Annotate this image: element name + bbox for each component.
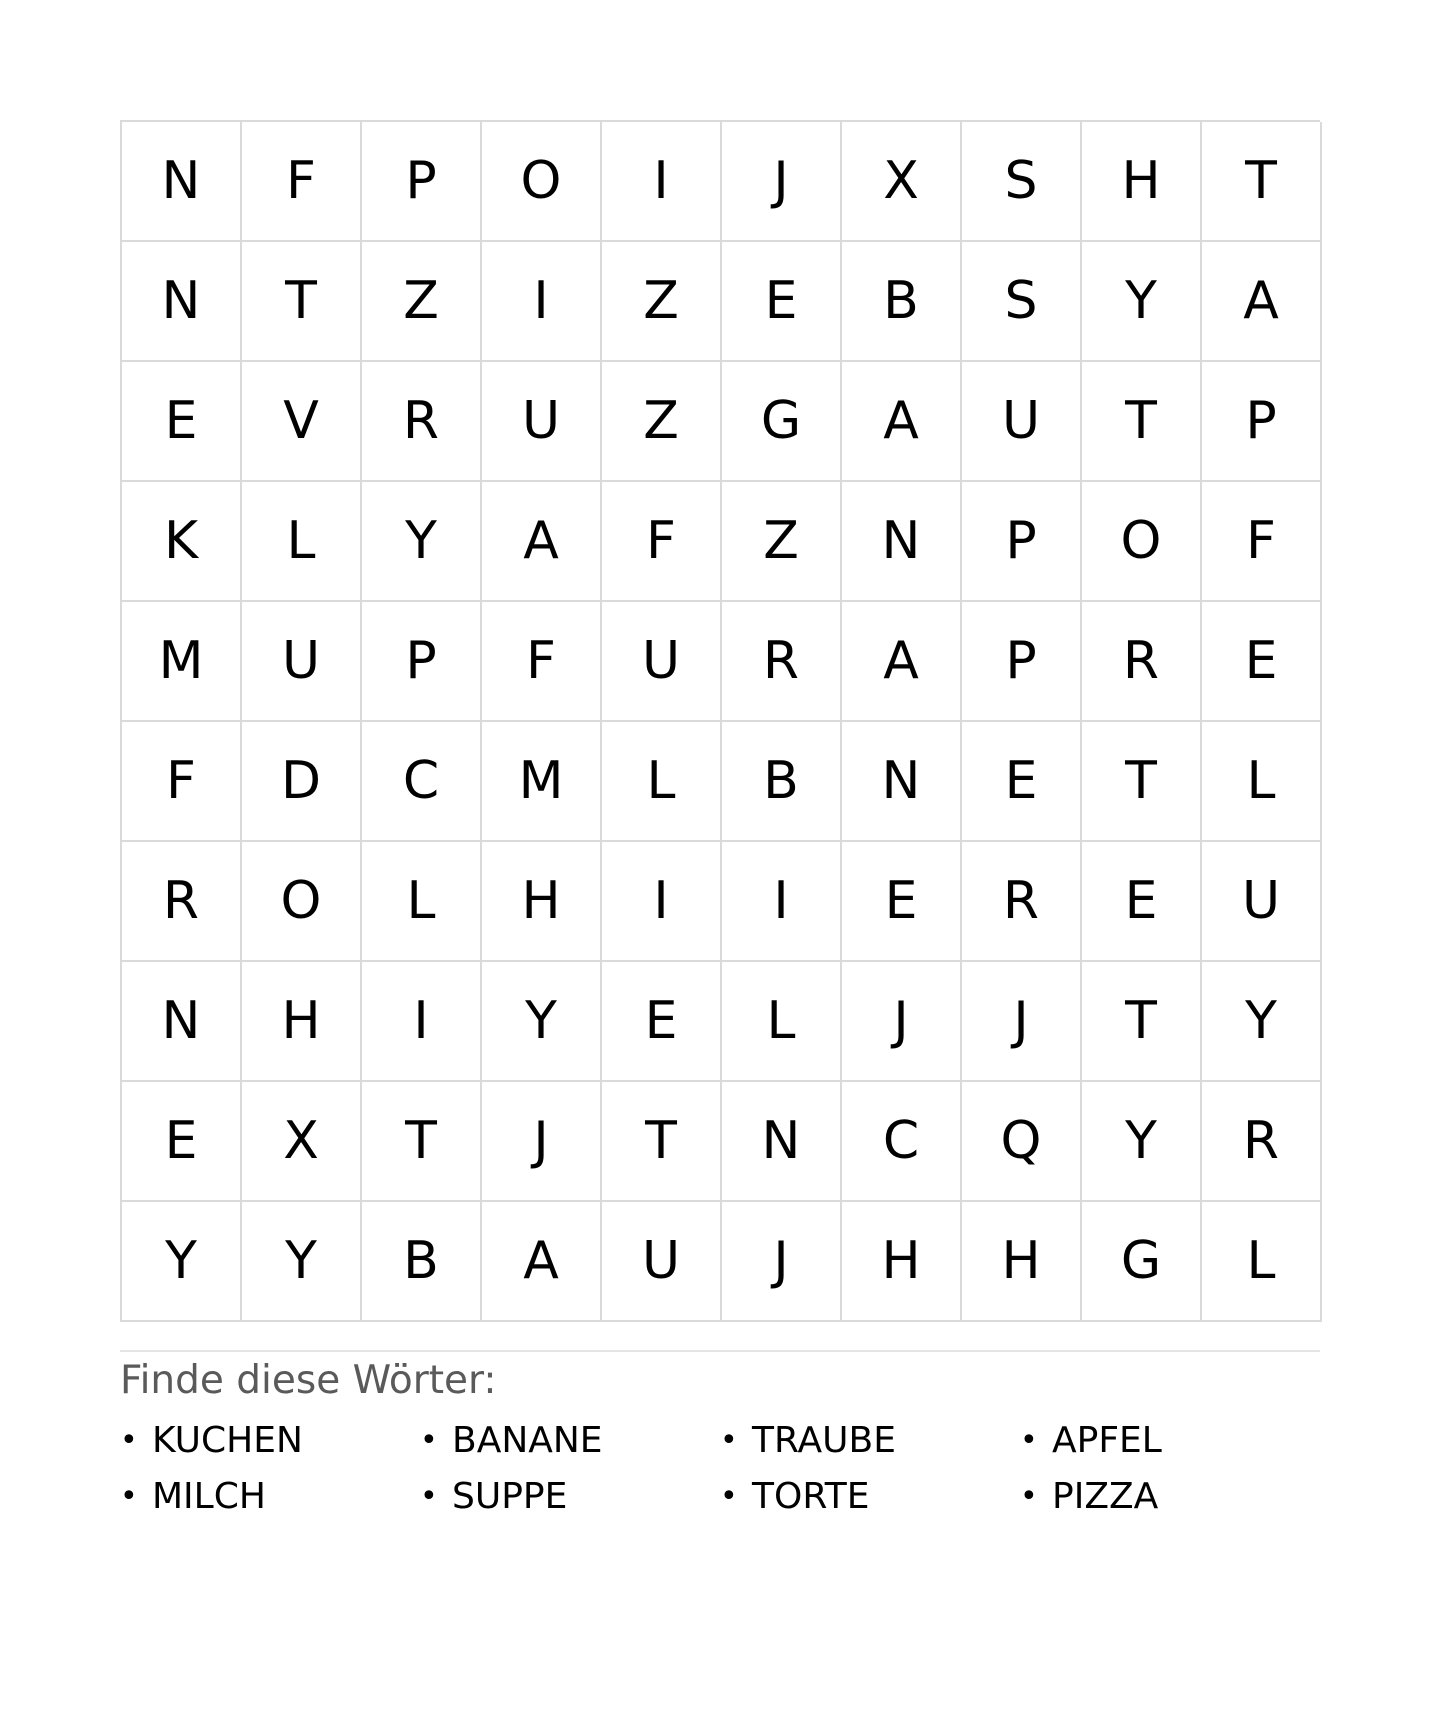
grid-cell[interactable]: H bbox=[962, 1202, 1082, 1322]
grid-cell[interactable]: Y bbox=[1082, 1082, 1202, 1202]
bullet-icon: • bbox=[120, 1422, 138, 1458]
grid-cell[interactable]: P bbox=[362, 602, 482, 722]
word-list-item bbox=[720, 1475, 1020, 1519]
grid-cell[interactable]: H bbox=[842, 1202, 962, 1322]
grid-cell[interactable]: J bbox=[842, 962, 962, 1082]
divider bbox=[120, 1350, 1320, 1352]
letter-grid bbox=[120, 120, 1320, 1322]
grid-cell[interactable]: T bbox=[242, 242, 362, 362]
grid-cell[interactable]: R bbox=[962, 842, 1082, 962]
grid-cell[interactable]: E bbox=[1082, 842, 1202, 962]
grid-cell[interactable]: Y bbox=[242, 1202, 362, 1322]
word-list-item bbox=[120, 1475, 420, 1519]
word-label: TRAUBE bbox=[752, 1419, 896, 1461]
grid-cell[interactable]: K bbox=[122, 482, 242, 602]
grid-cell[interactable]: M bbox=[122, 602, 242, 722]
grid-cell[interactable]: Q bbox=[962, 1082, 1082, 1202]
word-list-item bbox=[1020, 1475, 1320, 1519]
grid-cell[interactable]: R bbox=[722, 602, 842, 722]
grid-cell[interactable]: O bbox=[242, 842, 362, 962]
grid-cell[interactable]: Y bbox=[122, 1202, 242, 1322]
grid-cell[interactable]: V bbox=[242, 362, 362, 482]
grid-cell[interactable]: B bbox=[842, 242, 962, 362]
word-list-item bbox=[1020, 1419, 1320, 1463]
grid-cell[interactable]: S bbox=[962, 122, 1082, 242]
grid-cell[interactable]: L bbox=[242, 482, 362, 602]
grid-cell[interactable]: F bbox=[122, 722, 242, 842]
grid-cell[interactable]: H bbox=[242, 962, 362, 1082]
grid-cell[interactable]: L bbox=[722, 962, 842, 1082]
grid-cell[interactable]: P bbox=[1202, 362, 1322, 482]
grid-cell[interactable]: H bbox=[482, 842, 602, 962]
grid-cell[interactable]: L bbox=[362, 842, 482, 962]
grid-cell[interactable]: Z bbox=[722, 482, 842, 602]
grid-cell[interactable]: Z bbox=[362, 242, 482, 362]
grid-cell[interactable]: I bbox=[362, 962, 482, 1082]
bullet-icon: • bbox=[420, 1478, 438, 1514]
grid-cell[interactable]: Y bbox=[1202, 962, 1322, 1082]
grid-cell[interactable]: J bbox=[722, 1202, 842, 1322]
grid-cell[interactable]: A bbox=[842, 362, 962, 482]
grid-cell[interactable]: P bbox=[962, 602, 1082, 722]
grid-cell[interactable]: B bbox=[722, 722, 842, 842]
grid-cell[interactable]: R bbox=[1082, 602, 1202, 722]
grid-cell[interactable]: J bbox=[482, 1082, 602, 1202]
grid-cell[interactable]: X bbox=[242, 1082, 362, 1202]
bullet-icon: • bbox=[720, 1422, 738, 1458]
grid-cell[interactable]: Y bbox=[482, 962, 602, 1082]
grid-cell[interactable]: S bbox=[962, 242, 1082, 362]
grid-cell[interactable]: J bbox=[962, 962, 1082, 1082]
grid-cell[interactable]: Z bbox=[602, 242, 722, 362]
word-search-puzzle bbox=[120, 120, 1320, 1519]
grid-cell[interactable]: J bbox=[722, 122, 842, 242]
instructions-label: Finde diese Wörter: bbox=[120, 1358, 497, 1403]
grid-cell[interactable]: T bbox=[602, 1082, 722, 1202]
grid-cell[interactable]: I bbox=[602, 842, 722, 962]
bullet-icon: • bbox=[1020, 1478, 1038, 1514]
grid-cell[interactable]: N bbox=[122, 242, 242, 362]
grid-cell[interactable]: A bbox=[842, 602, 962, 722]
grid-cell[interactable]: P bbox=[362, 122, 482, 242]
grid-cell[interactable]: X bbox=[842, 122, 962, 242]
grid-cell[interactable]: O bbox=[1082, 482, 1202, 602]
grid-cell[interactable]: M bbox=[482, 722, 602, 842]
grid-cell[interactable]: G bbox=[1082, 1202, 1202, 1322]
grid-cell[interactable]: N bbox=[122, 122, 242, 242]
grid-cell[interactable]: N bbox=[722, 1082, 842, 1202]
grid-cell[interactable]: E bbox=[122, 362, 242, 482]
word-list-item bbox=[420, 1419, 720, 1463]
grid-cell[interactable]: E bbox=[722, 242, 842, 362]
grid-cell[interactable]: I bbox=[482, 242, 602, 362]
word-list bbox=[120, 1419, 1320, 1519]
grid-cell[interactable]: U bbox=[242, 602, 362, 722]
grid-cell[interactable]: E bbox=[1202, 602, 1322, 722]
grid-cell[interactable]: U bbox=[482, 362, 602, 482]
grid-cell[interactable]: L bbox=[1202, 1202, 1322, 1322]
word-label: KUCHEN bbox=[152, 1419, 303, 1461]
grid-cell[interactable]: T bbox=[1082, 362, 1202, 482]
grid-cell[interactable]: C bbox=[362, 722, 482, 842]
word-list-item bbox=[120, 1419, 420, 1463]
grid-cell[interactable]: C bbox=[842, 1082, 962, 1202]
grid-cell[interactable]: U bbox=[602, 1202, 722, 1322]
grid-cell[interactable]: E bbox=[122, 1082, 242, 1202]
grid-cell[interactable]: A bbox=[1202, 242, 1322, 362]
grid-cell[interactable]: U bbox=[1202, 842, 1322, 962]
grid-cell[interactable]: N bbox=[842, 722, 962, 842]
grid-cell[interactable]: B bbox=[362, 1202, 482, 1322]
bullet-icon: • bbox=[720, 1478, 738, 1514]
word-label: SUPPE bbox=[452, 1475, 568, 1517]
word-label: MILCH bbox=[152, 1475, 266, 1517]
grid-cell[interactable]: F bbox=[602, 482, 722, 602]
grid-cell[interactable]: U bbox=[962, 362, 1082, 482]
bullet-icon: • bbox=[120, 1478, 138, 1514]
grid-cell[interactable]: U bbox=[602, 602, 722, 722]
grid-cell[interactable]: N bbox=[122, 962, 242, 1082]
bullet-icon: • bbox=[1020, 1422, 1038, 1458]
word-label: TORTE bbox=[752, 1475, 870, 1517]
grid-cell[interactable]: R bbox=[1202, 1082, 1322, 1202]
grid-cell[interactable]: O bbox=[482, 122, 602, 242]
grid-cell[interactable]: I bbox=[602, 122, 722, 242]
grid-cell[interactable]: T bbox=[1202, 122, 1322, 242]
word-list-item bbox=[420, 1475, 720, 1519]
grid-cell[interactable]: F bbox=[1202, 482, 1322, 602]
grid-cell[interactable]: T bbox=[362, 1082, 482, 1202]
grid-cell[interactable]: E bbox=[602, 962, 722, 1082]
word-label: BANANE bbox=[452, 1419, 603, 1461]
grid-cell[interactable]: T bbox=[1082, 722, 1202, 842]
grid-cell[interactable]: R bbox=[362, 362, 482, 482]
word-label: PIZZA bbox=[1052, 1475, 1159, 1517]
grid-cell[interactable]: E bbox=[962, 722, 1082, 842]
grid-cell[interactable]: G bbox=[722, 362, 842, 482]
bullet-icon: • bbox=[420, 1422, 438, 1458]
grid-cell[interactable]: F bbox=[242, 122, 362, 242]
grid-cell[interactable]: Y bbox=[362, 482, 482, 602]
grid-cell[interactable]: L bbox=[1202, 722, 1322, 842]
grid-cell[interactable]: Z bbox=[602, 362, 722, 482]
word-list-item bbox=[720, 1419, 1020, 1463]
grid-cell[interactable]: Y bbox=[1082, 242, 1202, 362]
grid-cell[interactable]: T bbox=[1082, 962, 1202, 1082]
grid-cell[interactable]: R bbox=[122, 842, 242, 962]
word-label: APFEL bbox=[1052, 1419, 1162, 1461]
grid-cell[interactable]: A bbox=[482, 1202, 602, 1322]
grid-cell[interactable]: N bbox=[842, 482, 962, 602]
grid-cell[interactable]: I bbox=[722, 842, 842, 962]
grid-cell[interactable]: A bbox=[482, 482, 602, 602]
grid-cell[interactable]: F bbox=[482, 602, 602, 722]
grid-cell[interactable]: D bbox=[242, 722, 362, 842]
grid-cell[interactable]: P bbox=[962, 482, 1082, 602]
grid-cell[interactable]: L bbox=[602, 722, 722, 842]
grid-cell[interactable]: E bbox=[842, 842, 962, 962]
grid-cell[interactable]: H bbox=[1082, 122, 1202, 242]
